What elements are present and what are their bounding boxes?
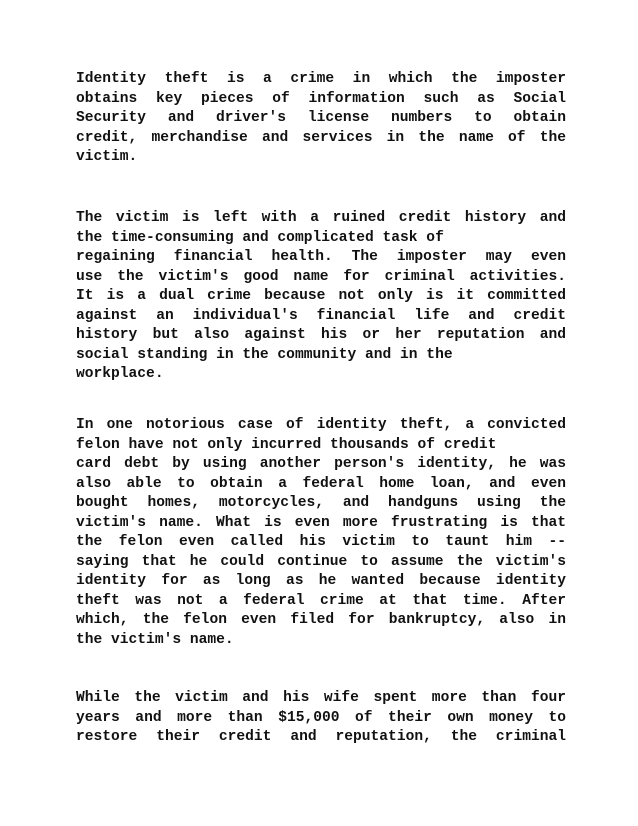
text-line: credit, merchandise and services in the name of the: [76, 129, 566, 146]
text-line: theft was not a federal crime at that time. After: [76, 592, 566, 609]
text-line: also able to obtain a federal home loan, and even: [76, 475, 566, 492]
text-line: victim.: [76, 149, 138, 165]
text-line: social standing in the community and in the: [76, 346, 453, 363]
text-line: the felon even called his victim to taunt him --: [76, 534, 566, 550]
text-line: Identity theft is a crime in which the imposter: [76, 71, 566, 87]
paragraph-consequences: [76, 209, 566, 385]
text-line: In one notorious case of identity theft, a convicted: [76, 417, 566, 433]
text-line: saying that he could continue to assume the victim's: [76, 553, 566, 570]
text-line: identity for as long as he wanted because identity: [76, 573, 566, 589]
paragraph-victim-costs: [76, 689, 566, 748]
paragraph-notorious-case: [76, 416, 566, 650]
text-line: restore their credit and reputation, the criminal: [76, 729, 566, 745]
text-line: While the victim and his wife spent more than four: [76, 690, 566, 706]
text-line: years and more than $15,000 of their own money to: [76, 709, 566, 726]
text-line: bought homes, motorcycles, and handguns using the: [76, 495, 566, 511]
text-line: It is a dual crime because not only is it committed: [76, 288, 566, 304]
text-line: felon have not only incurred thousands of credit: [76, 436, 497, 453]
text-line: workplace.: [76, 366, 164, 382]
text-line: card debt by using another person's identity, he was: [76, 456, 566, 472]
text-line: Security and driver's license numbers to obtain: [76, 110, 566, 126]
text-line: obtains key pieces of information such as Social: [76, 90, 566, 107]
text-line: history but also against his or her reputation and: [76, 327, 566, 343]
text-line: victim's name. What is even more frustrating is that: [76, 514, 566, 531]
text-line: regaining financial health. The imposter may even: [76, 249, 566, 265]
text-line: the time-consuming and complicated task of: [76, 229, 444, 246]
text-line: which, the felon even filed for bankruptcy, also in: [76, 612, 566, 628]
text-line: use the victim's good name for criminal activities.: [76, 268, 566, 285]
paragraph-definition: [76, 70, 566, 168]
text-line: the victim's name.: [76, 631, 234, 648]
text-line: The victim is left with a ruined credit history and: [76, 210, 566, 226]
text-line: against an individual's financial life and credit: [76, 307, 566, 324]
